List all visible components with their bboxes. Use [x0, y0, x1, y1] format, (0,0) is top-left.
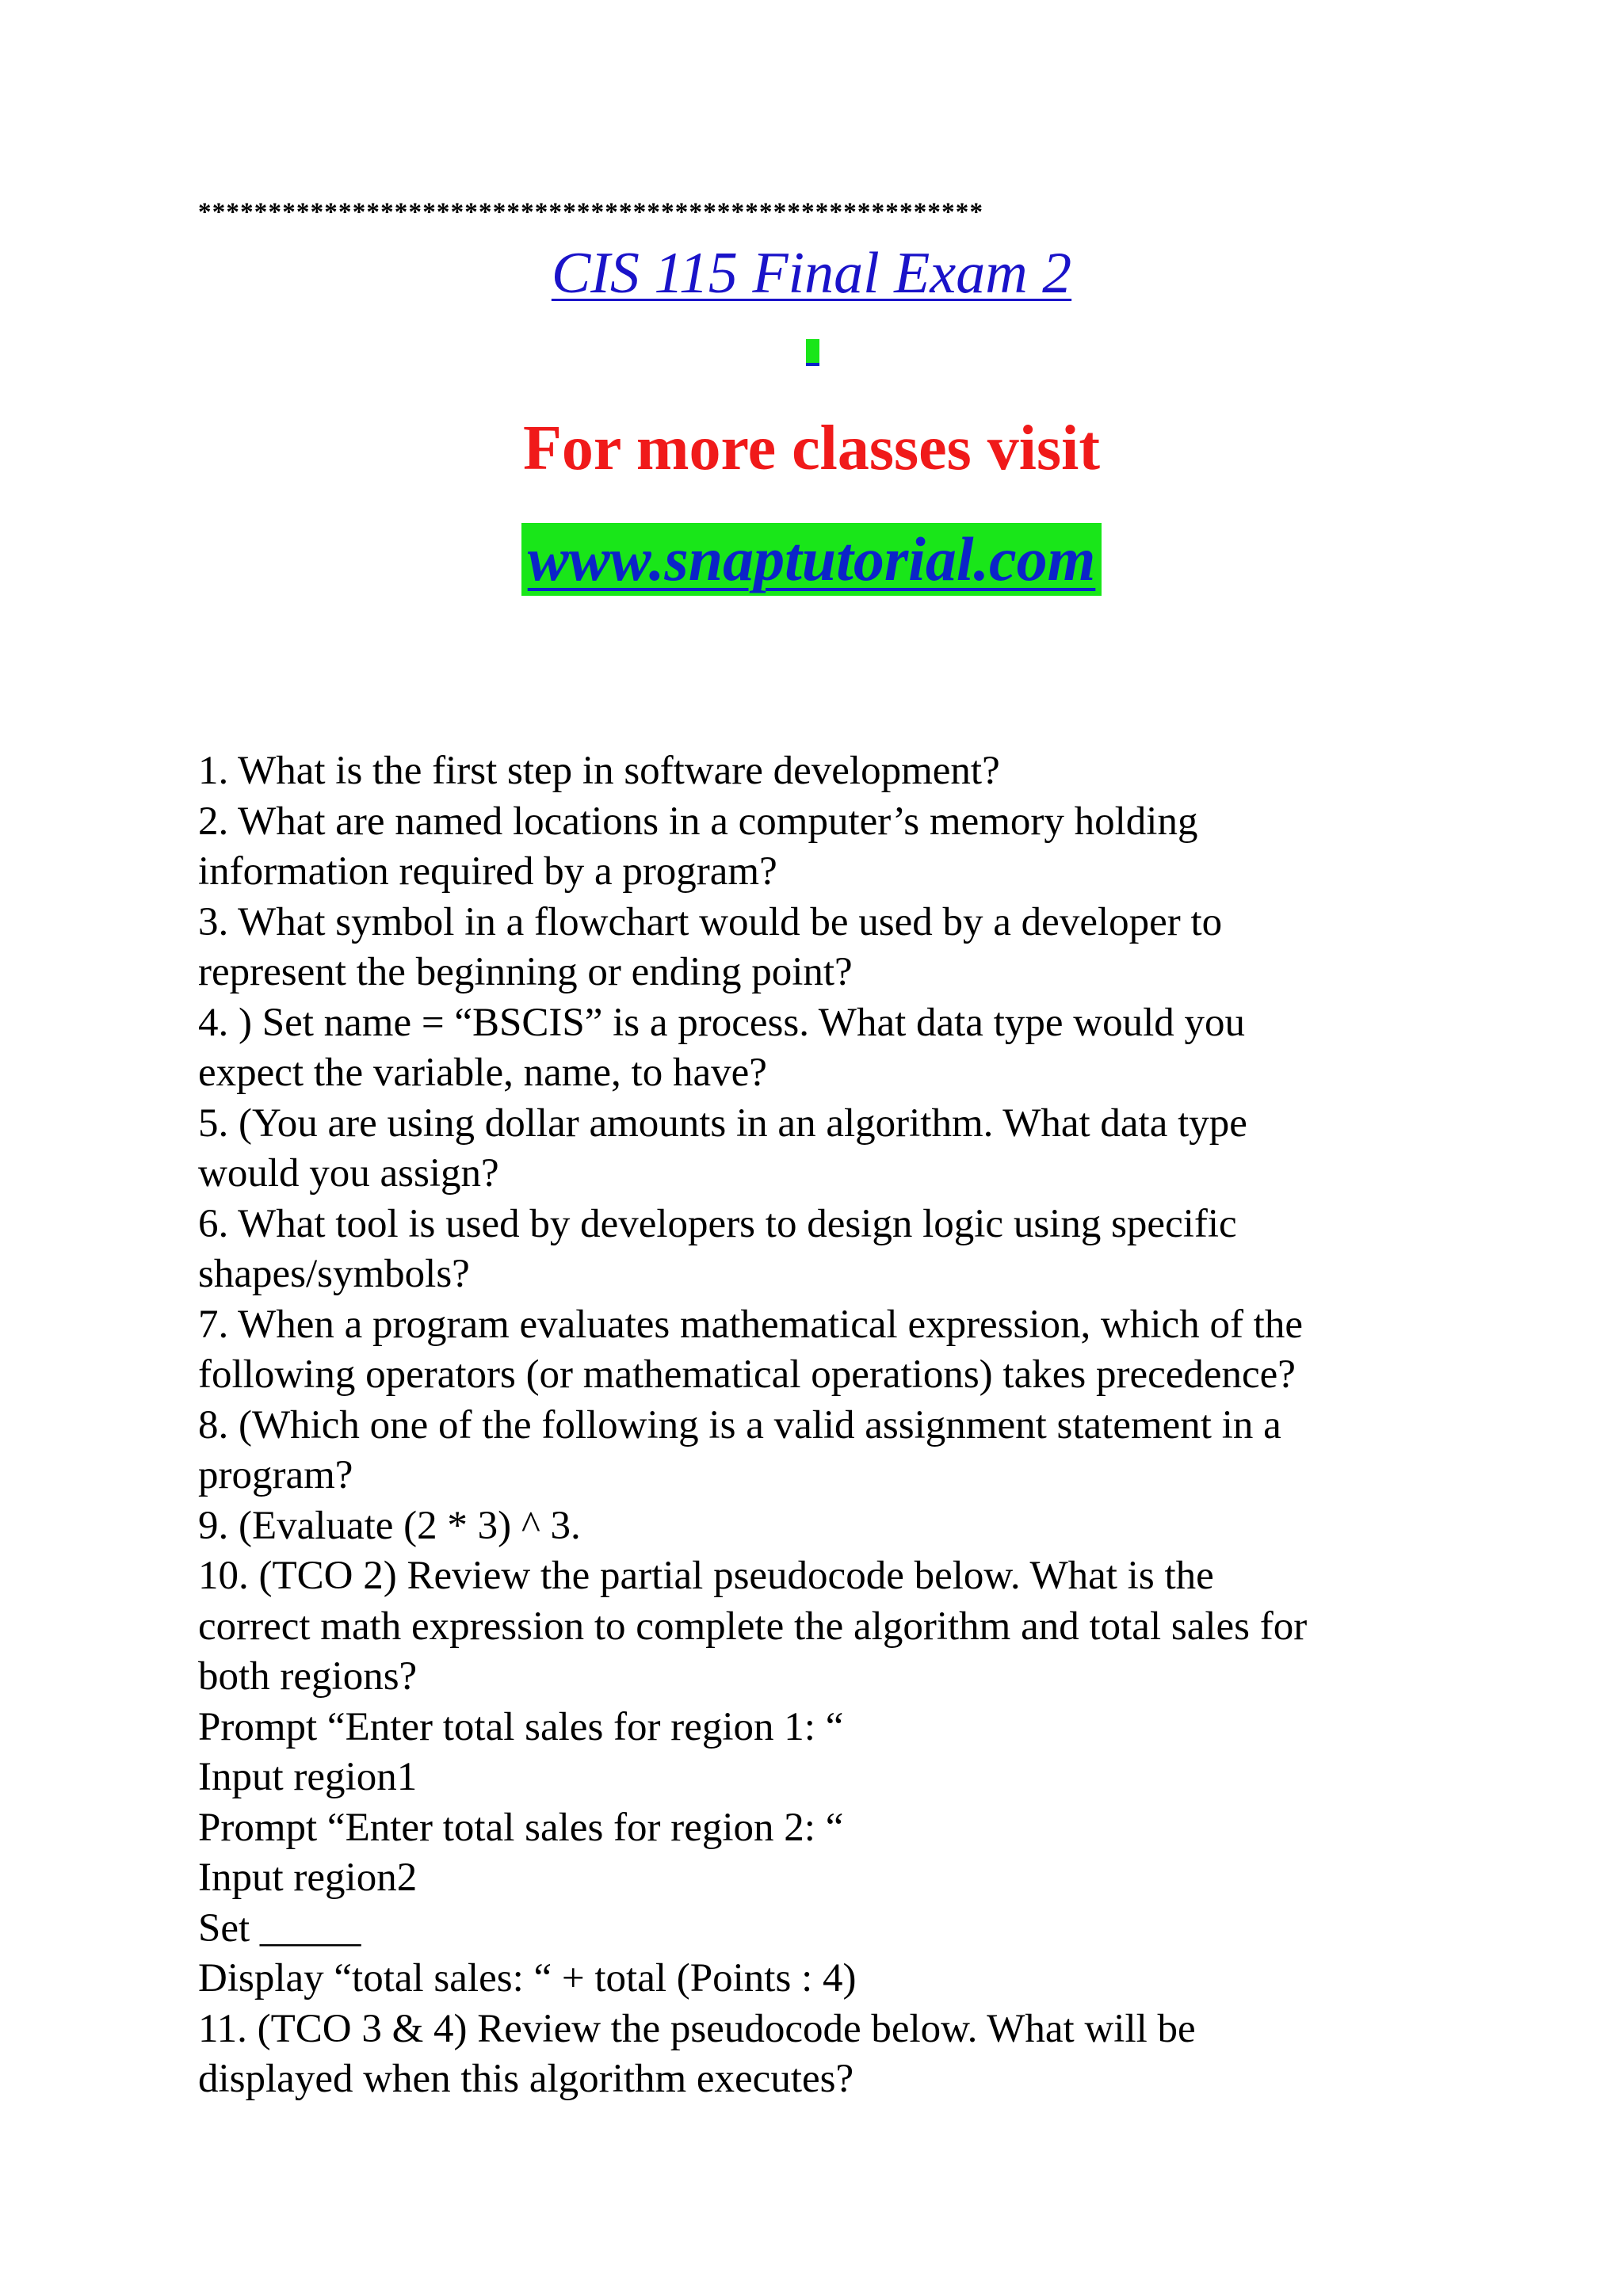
text-line: 1. What is the first step in software development? [198, 749, 1000, 793]
text-line: program? [198, 1453, 353, 1497]
visit-heading: For more classes visit [522, 414, 1100, 483]
text-line: 2. What are named locations in a computer’s memory holding [198, 799, 1198, 844]
text-line: shapes/symbols? [198, 1252, 470, 1296]
asterisk-divider: ******************************************************** [198, 198, 984, 227]
text-line: displayed when this algorithm executes? [198, 2057, 854, 2101]
text-line: 5. (You are using dollar amounts in an algorithm. What data type [198, 1100, 1247, 1146]
text-line: Input region2 [198, 1855, 418, 1900]
text-line: 7. When a program evaluates mathematical expression, which of the [198, 1302, 1303, 1347]
text-line: Prompt “Enter total sales for region 1: “ [198, 1704, 844, 1749]
text-line: 4. ) Set name = “BSCIS” is a process. What data type would you [198, 1000, 1245, 1045]
green-highlight-mark [806, 339, 819, 366]
question-list [198, 746, 1434, 2105]
website-link[interactable]: www.snaptutorial.com [521, 523, 1102, 596]
text-line: 10. (TCO 2) Review the partial pseudocode below. What is the [198, 1554, 1214, 1598]
text-line: Input region1 [198, 1755, 418, 1799]
text-line: Set _____ [198, 1905, 361, 1951]
text-line: 9. (Evaluate (2 * 3) ^ 3. [198, 1503, 581, 1548]
text-line: correct math expression to complete the algorithm and total sales for [198, 1604, 1308, 1649]
document-title-link[interactable]: CIS 115 Final Exam 2 [551, 241, 1072, 306]
text-line: 3. What symbol in a flowchart would be used by a developer to [198, 899, 1223, 944]
text-line: Display “total sales: “ + total (Points : 4) [198, 1956, 857, 2000]
text-line: 6. What tool is used by developers to design logic using specific [198, 1201, 1237, 1246]
website-container [0, 523, 1623, 596]
text-line: 11. (TCO 3 & 4) Review the pseudocode below. What will be [198, 2006, 1196, 2051]
text-line: both regions? [198, 1654, 418, 1699]
text-line: expect the variable, name, to have? [198, 1051, 767, 1095]
text-line: represent the beginning or ending point? [198, 950, 853, 994]
text-line: following operators (or mathematical operations) takes precedence? [198, 1352, 1296, 1397]
text-line: information required by a program? [198, 849, 777, 894]
text-line: 8. (Which one of the following is a valid assignment statement in a [198, 1402, 1281, 1447]
text-line: Prompt “Enter total sales for region 2: “ [198, 1805, 844, 1850]
text-line: would you assign? [198, 1151, 499, 1196]
